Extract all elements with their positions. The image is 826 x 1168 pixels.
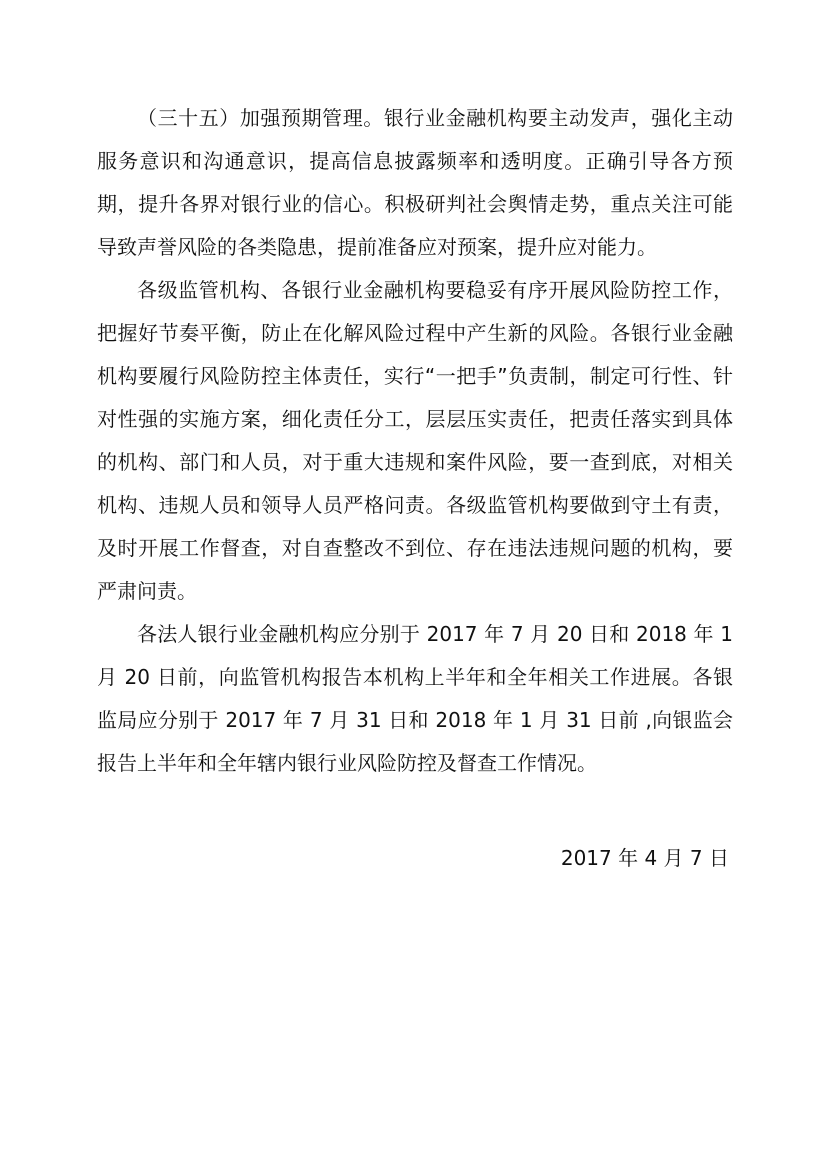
paragraph-expectation-management: （三十五）加强预期管理。银行业金融机构要主动发声，强化主动服务意识和沟通意识，提高信息披露频率和透明度。正确引导各方预期，提升各界对银行业的信心。积极研判社会舆情走势，重点关注可能导致声誉风险的各类隐患，提前准备应对预案，提升应对能力。 bbox=[97, 106, 733, 259]
document-body bbox=[97, 97, 733, 785]
document-date: 2017 年 4 月 7 日 bbox=[560, 846, 729, 870]
paragraph-reporting-deadlines: 各法人银行业金融机构应分别于 2017 年 7 月 20 日和 2018 年 1 月 20 日前，向监管机构报告本机构上半年和全年相关工作进展。各银监局应分别于 2017 年 7 月 31 日和 2018 年 1 月 31 日前 ,向银监会报告上半年和全年辖内银行业风险防控及督查工作情况。 bbox=[97, 622, 733, 775]
paragraph-risk-control-work: 各级监管机构、各银行业金融机构要稳妥有序开展风险防控工作，把握好节奏平衡，防止在化解风险过程中产生新的风险。各银行业金融机构要履行风险防控主体责任，实行“一把手”负责制，制定可行性、针对性强的实施方案，细化责任分工，层层压实责任，把责任落实到具体的机构、部门和人员，对于重大违规和案件风险，要一查到底，对相关机构、违规人员和领导人员严格问责。各级监管机构要做到守土有责，及时开展工作督查，对自查整改不到位、存在违法违规问题的机构，要严肃问责。 bbox=[97, 278, 733, 603]
